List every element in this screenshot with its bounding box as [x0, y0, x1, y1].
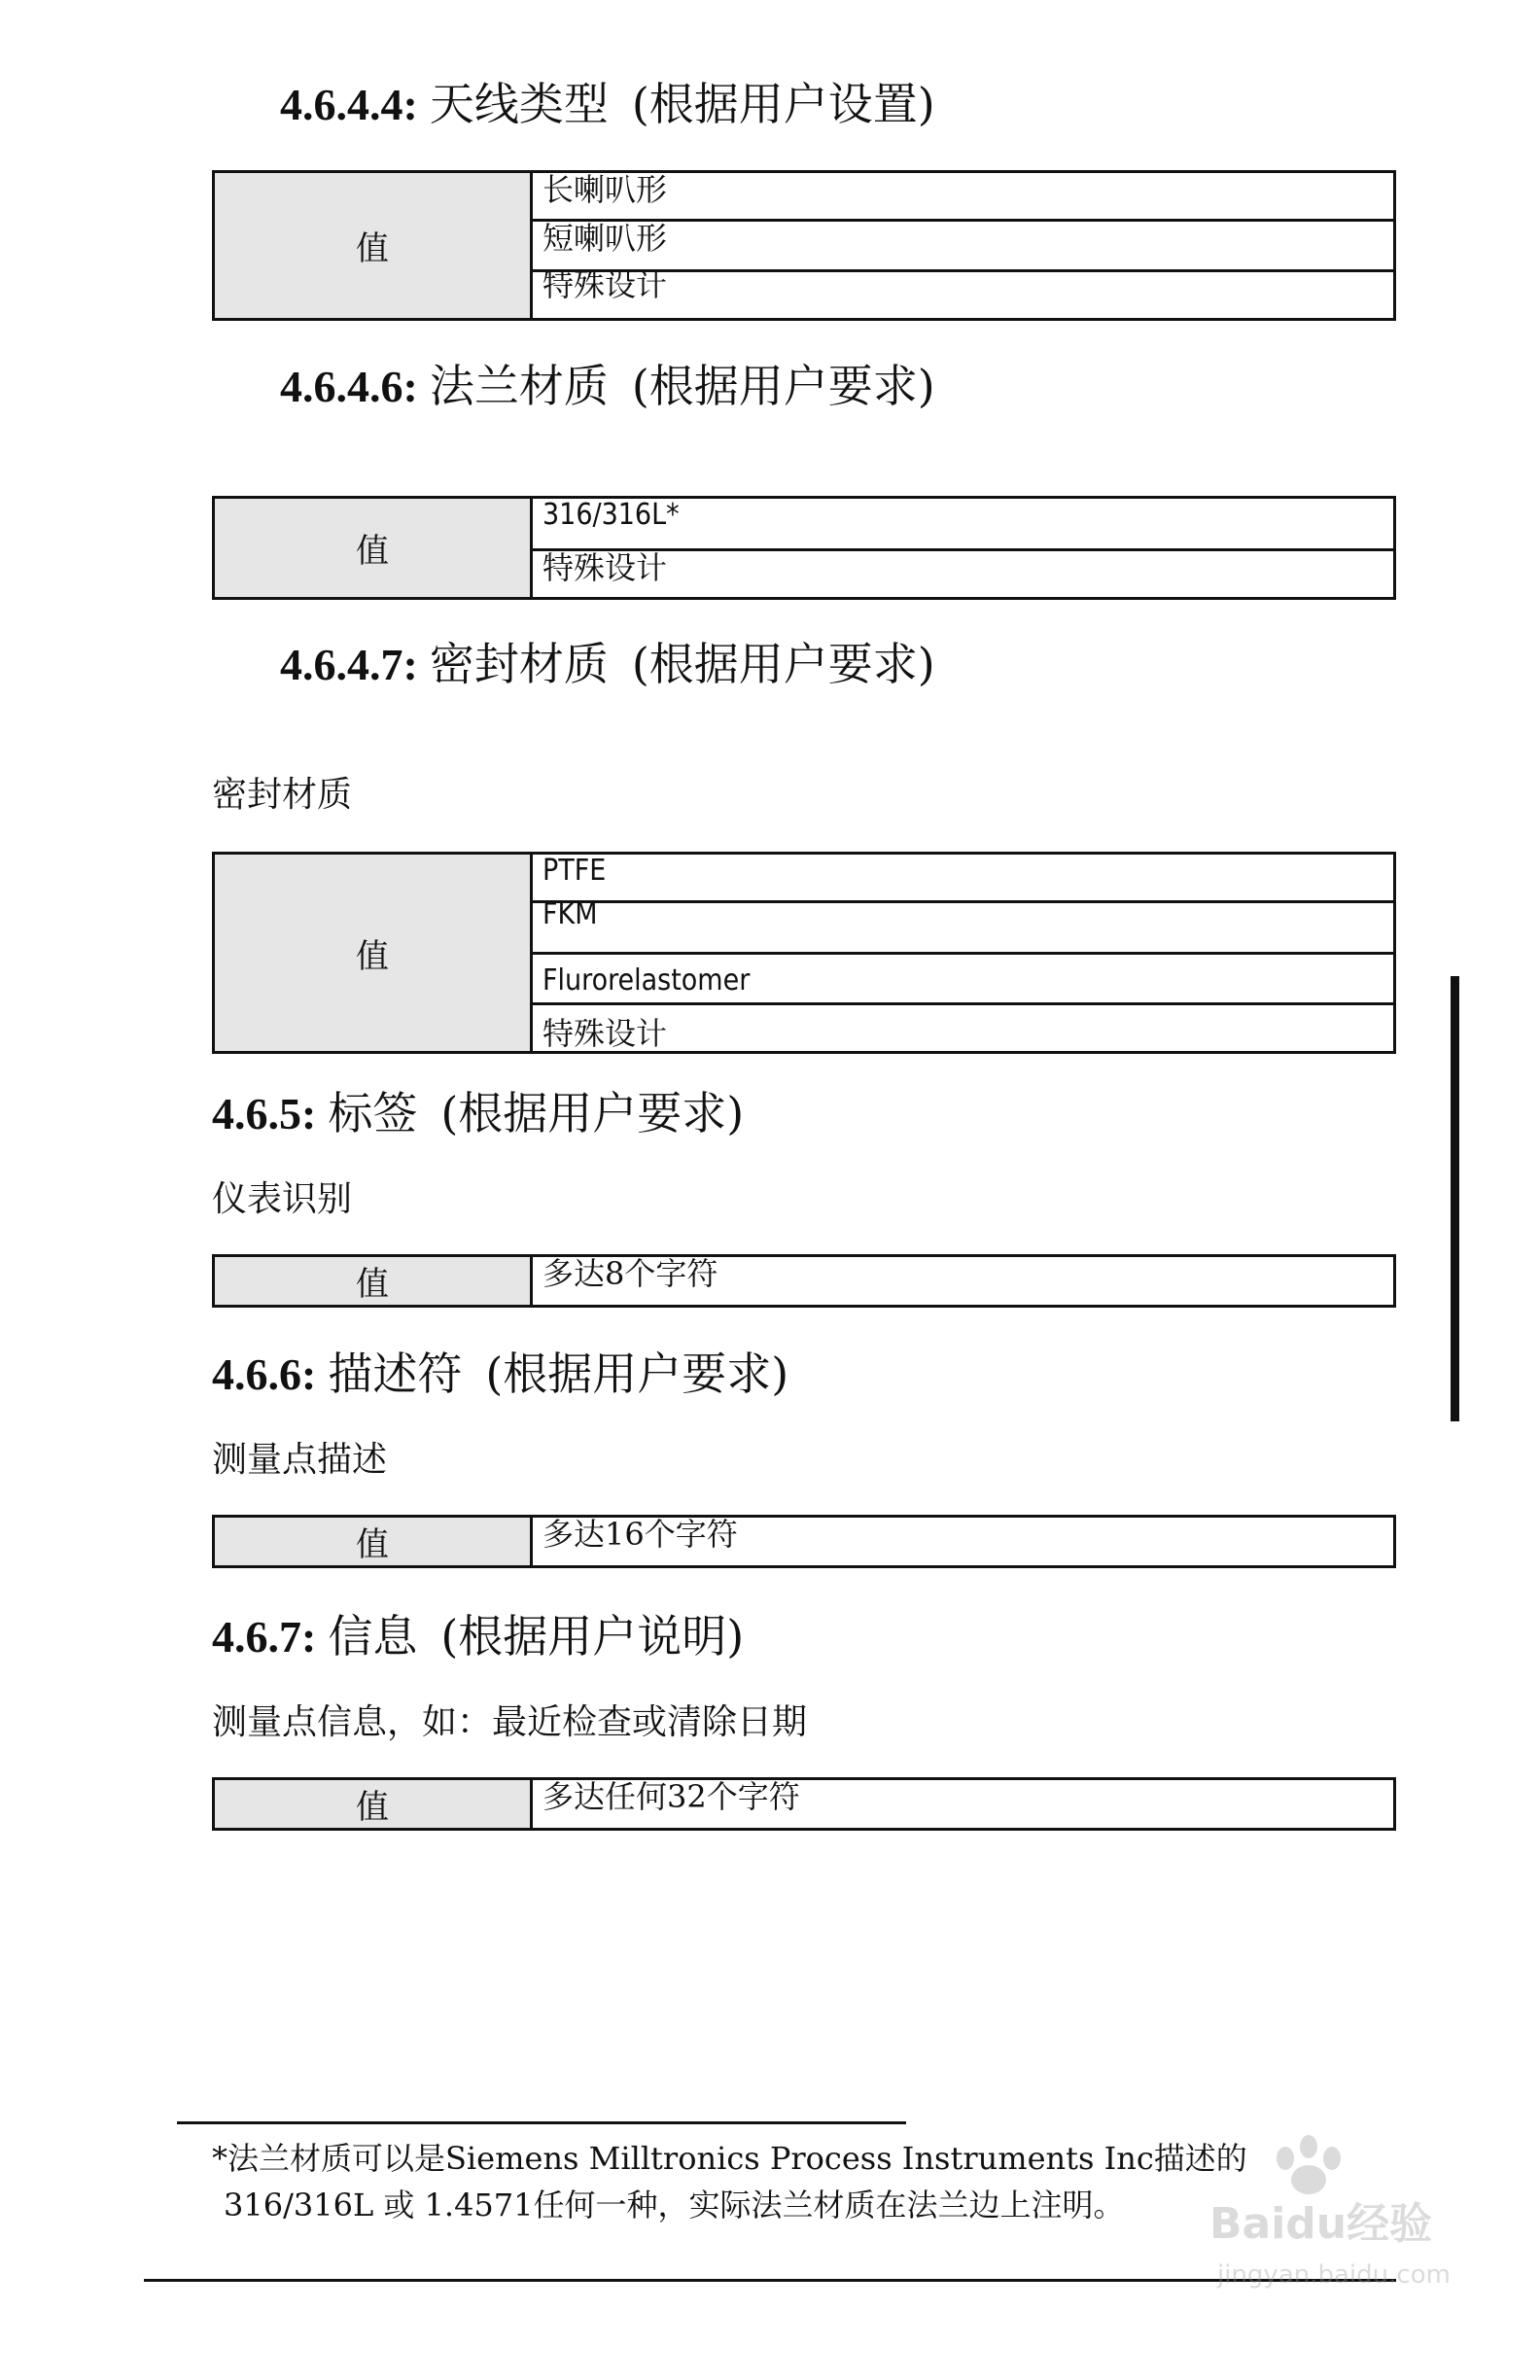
value-option: 特殊设计	[532, 271, 1395, 320]
value-option: 特殊设计	[532, 550, 1395, 599]
value-label: 值	[214, 1517, 532, 1567]
section-qualifier: (根据用户要求)	[485, 1348, 789, 1400]
value-label: 值	[214, 172, 532, 320]
section-qualifier: (根据用户要求)	[631, 360, 935, 412]
section-title: 法兰材质	[429, 360, 609, 412]
seal-material-table	[212, 852, 1396, 1054]
section-number: 4.6.4.7:	[280, 640, 418, 689]
value-label: 值	[214, 498, 532, 599]
section-heading-seal	[280, 638, 935, 690]
value-option: Flurorelastomer	[532, 954, 1395, 1004]
value-label: 值	[214, 1779, 532, 1830]
section-title: 标签	[328, 1087, 418, 1139]
value-text: 多达8个字符	[532, 1256, 1395, 1307]
watermark-url: jingyan.baidu.com	[1217, 2260, 1451, 2290]
section-description: 仪表识别	[212, 1179, 353, 1219]
value-text: 多达任何32个字符	[532, 1779, 1395, 1830]
section-description: 测量点信息，如：最近检查或清除日期	[212, 1702, 808, 1742]
footnote-line-2: 316/316L 或 1.4571任何一种，实际法兰材质在法兰边上注明。	[224, 2187, 1125, 2223]
paw-icon	[1277, 2135, 1341, 2194]
value-option: 316/316L*	[532, 498, 1395, 550]
section-title: 密封材质	[429, 638, 609, 690]
watermark-brand: Baidu经验	[1209, 2199, 1433, 2249]
antenna-type-table	[212, 170, 1396, 321]
value-label: 值	[214, 854, 532, 1053]
value-option: 特殊设计	[532, 1004, 1395, 1053]
section-heading-antenna	[280, 78, 935, 130]
section-heading-message	[212, 1610, 745, 1662]
section-number: 4.6.4.6:	[280, 362, 418, 411]
section-title: 描述符	[328, 1348, 463, 1400]
section-heading-flange	[280, 360, 935, 412]
section-number: 4.6.4.4:	[280, 80, 418, 129]
section-heading-descriptor	[212, 1348, 789, 1400]
value-label: 值	[214, 1256, 532, 1307]
section-description: 密封材质	[212, 775, 353, 815]
change-bar	[1451, 976, 1459, 1421]
section-qualifier: (根据用户要求)	[631, 638, 935, 690]
descriptor-table	[212, 1515, 1396, 1568]
flange-material-table	[212, 496, 1396, 600]
message-table	[212, 1777, 1396, 1831]
value-option: 长喇叭形	[532, 172, 1395, 221]
section-title: 信息	[328, 1610, 418, 1662]
footnote-line-1: *法兰材质可以是Siemens Milltronics Process Instruments Inc描述的	[212, 2140, 1247, 2177]
value-option: PTFE	[532, 854, 1395, 902]
section-description: 测量点描述	[212, 1440, 388, 1480]
section-qualifier: (根据用户设置)	[631, 78, 935, 130]
section-heading-tag	[212, 1087, 745, 1139]
footnote-divider	[177, 2121, 906, 2124]
value-option: 短喇叭形	[532, 221, 1395, 271]
section-number: 4.6.6:	[212, 1349, 317, 1399]
section-number: 4.6.5:	[212, 1089, 317, 1138]
value-option: FKM	[532, 902, 1395, 954]
section-title: 天线类型	[429, 78, 609, 130]
value-text: 多达16个字符	[532, 1517, 1395, 1567]
section-qualifier: (根据用户要求)	[440, 1087, 745, 1139]
tag-table	[212, 1254, 1396, 1308]
baidu-watermark	[1190, 2119, 1452, 2304]
section-number: 4.6.7:	[212, 1612, 317, 1662]
section-qualifier: (根据用户说明)	[440, 1610, 745, 1662]
